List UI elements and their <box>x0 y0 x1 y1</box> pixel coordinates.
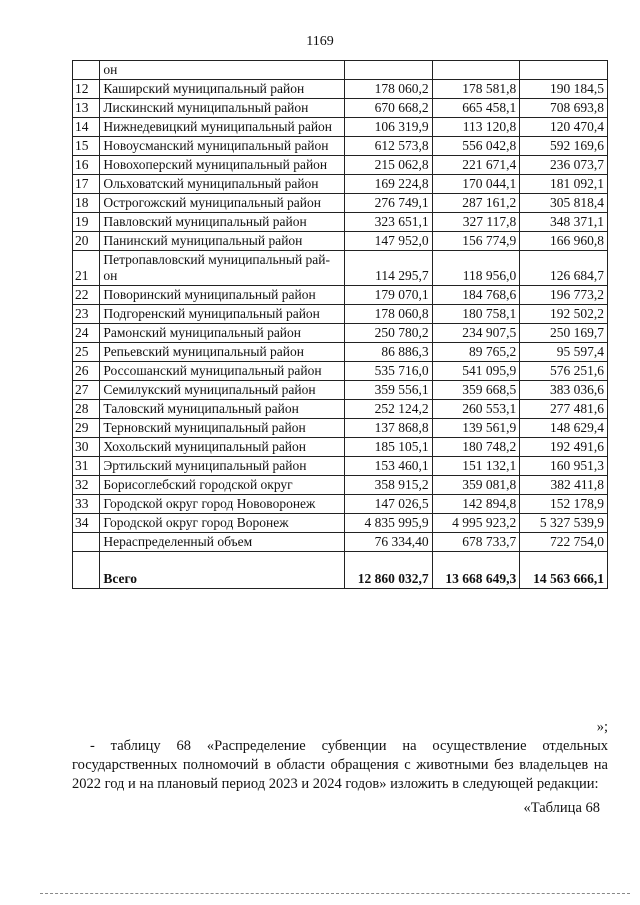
value-2023: 180 758,1 <box>432 305 520 324</box>
district-name: Новоусманский муниципальный район <box>100 137 345 156</box>
next-table-title: «Таблица 68 <box>523 800 600 816</box>
table-row <box>73 232 608 251</box>
value-2024: 95 597,4 <box>520 343 608 362</box>
table-row <box>73 156 608 175</box>
total-row <box>73 552 608 589</box>
value-2023: 184 768,6 <box>432 286 520 305</box>
table-row <box>73 324 608 343</box>
value-2022: 169 224,8 <box>345 175 433 194</box>
row-number: 19 <box>73 213 100 232</box>
district-name: Нижнедевицкий муниципальный район <box>100 118 345 137</box>
value-2024: 382 411,8 <box>520 476 608 495</box>
total-2022: 12 860 032,7 <box>345 552 433 589</box>
value-2024: 592 169,6 <box>520 137 608 156</box>
value-2024: 5 327 539,9 <box>520 514 608 533</box>
value-2022: 358 915,2 <box>345 476 433 495</box>
row-number: 26 <box>73 362 100 381</box>
table-row <box>73 457 608 476</box>
value-2023: 556 042,8 <box>432 137 520 156</box>
value-2024: 190 184,5 <box>520 80 608 99</box>
row-number: 20 <box>73 232 100 251</box>
value-2023: 170 044,1 <box>432 175 520 194</box>
value-2024: 576 251,6 <box>520 362 608 381</box>
value-2022: 323 651,1 <box>345 213 433 232</box>
table-row <box>73 362 608 381</box>
closing-quote: »; <box>596 719 608 735</box>
value-2023: 89 765,2 <box>432 343 520 362</box>
value-2022: 179 070,1 <box>345 286 433 305</box>
table-row <box>73 80 608 99</box>
value-2023: 151 132,1 <box>432 457 520 476</box>
row-number: 13 <box>73 99 100 118</box>
row-number: 25 <box>73 343 100 362</box>
district-name: Ольховатский муниципальный район <box>100 175 345 194</box>
value-2022: 670 668,2 <box>345 99 433 118</box>
district-name: Петропавловский муниципальный рай-он <box>100 251 345 286</box>
total-number <box>73 552 100 589</box>
row-number: 28 <box>73 400 100 419</box>
row-number: 29 <box>73 419 100 438</box>
district-name: он <box>100 61 345 80</box>
value-2022: 185 105,1 <box>345 438 433 457</box>
row-number: 18 <box>73 194 100 213</box>
value-2022: 276 749,1 <box>345 194 433 213</box>
district-name: Новохоперский муниципальный район <box>100 156 345 175</box>
value-2024: 148 629,4 <box>520 419 608 438</box>
value-2024: 166 960,8 <box>520 232 608 251</box>
value-2022: 147 026,5 <box>345 495 433 514</box>
district-name: Россошанский муниципальный район <box>100 362 345 381</box>
table-row <box>73 175 608 194</box>
value-2023: 678 733,7 <box>432 533 520 552</box>
row-number: 27 <box>73 381 100 400</box>
value-2023: 113 120,8 <box>432 118 520 137</box>
value-2024: 192 502,2 <box>520 305 608 324</box>
value-2022: 153 460,1 <box>345 457 433 476</box>
value-2024: 722 754,0 <box>520 533 608 552</box>
row-number: 22 <box>73 286 100 305</box>
value-2023: 359 081,8 <box>432 476 520 495</box>
table-row <box>73 194 608 213</box>
amendment-paragraph: - таблицу 68 «Распределение субвенции на осуществление отдельных государственных полномочий в области обращения с животными без владельцев на 2022 год и на плановый период 2023 и 2024 годов» изложить в следующей редакции: <box>72 738 608 792</box>
row-number: 33 <box>73 495 100 514</box>
row-number: 31 <box>73 457 100 476</box>
value-2022: 114 295,7 <box>345 251 433 286</box>
district-name: Лискинский муниципальный район <box>100 99 345 118</box>
row-number: 21 <box>73 251 100 286</box>
value-2024: 152 178,9 <box>520 495 608 514</box>
table-row <box>73 476 608 495</box>
value-2022: 252 124,2 <box>345 400 433 419</box>
table-row <box>73 137 608 156</box>
district-name: Городской округ город Нововоронеж <box>100 495 345 514</box>
total-2024: 14 563 666,1 <box>520 552 608 589</box>
value-2023: 234 907,5 <box>432 324 520 343</box>
table-row <box>73 305 608 324</box>
subsidy-table <box>72 60 608 589</box>
table-row <box>73 419 608 438</box>
district-name: Таловский муниципальный район <box>100 400 345 419</box>
value-2023: 118 956,0 <box>432 251 520 286</box>
page-number: 1169 <box>306 34 334 49</box>
value-2024: 236 073,7 <box>520 156 608 175</box>
district-name: Нераспределенный объем <box>100 533 345 552</box>
row-number: 34 <box>73 514 100 533</box>
row-number: 30 <box>73 438 100 457</box>
table-row <box>73 118 608 137</box>
value-2022: 535 716,0 <box>345 362 433 381</box>
table-row <box>73 495 608 514</box>
value-2022: 178 060,2 <box>345 80 433 99</box>
value-2022: 147 952,0 <box>345 232 433 251</box>
table-row <box>73 213 608 232</box>
district-name: Павловский муниципальный район <box>100 213 345 232</box>
value-2023: 156 774,9 <box>432 232 520 251</box>
row-number: 32 <box>73 476 100 495</box>
row-number: 23 <box>73 305 100 324</box>
table-row <box>73 514 608 533</box>
row-number <box>73 61 100 80</box>
district-name: Борисоглебский городской округ <box>100 476 345 495</box>
district-name: Подгоренский муниципальный район <box>100 305 345 324</box>
table-row <box>73 286 608 305</box>
row-number: 14 <box>73 118 100 137</box>
total-2023: 13 668 649,3 <box>432 552 520 589</box>
table-row <box>73 251 608 286</box>
value-2024: 196 773,2 <box>520 286 608 305</box>
value-2023: 359 668,5 <box>432 381 520 400</box>
value-2022: 106 319,9 <box>345 118 433 137</box>
value-2024: 250 169,7 <box>520 324 608 343</box>
value-2024: 181 092,1 <box>520 175 608 194</box>
table-body <box>73 61 608 589</box>
value-2024: 192 491,6 <box>520 438 608 457</box>
value-2022: 215 062,8 <box>345 156 433 175</box>
district-name: Хохольский муниципальный район <box>100 438 345 457</box>
table-row <box>73 381 608 400</box>
value-2023: 287 161,2 <box>432 194 520 213</box>
value-2024: 348 371,1 <box>520 213 608 232</box>
row-number: 12 <box>73 80 100 99</box>
value-2023: 221 671,4 <box>432 156 520 175</box>
value-2022: 137 868,8 <box>345 419 433 438</box>
value-2023: 665 458,1 <box>432 99 520 118</box>
district-name: Эртильский муниципальный район <box>100 457 345 476</box>
value-2024 <box>520 61 608 80</box>
district-name: Терновский муниципальный район <box>100 419 345 438</box>
value-2023: 139 561,9 <box>432 419 520 438</box>
value-2022: 612 573,8 <box>345 137 433 156</box>
amendment-text <box>72 718 608 794</box>
district-name: Городской округ город Воронеж <box>100 514 345 533</box>
value-2022: 359 556,1 <box>345 381 433 400</box>
value-2024: 160 951,3 <box>520 457 608 476</box>
row-number <box>73 533 100 552</box>
value-2022: 178 060,8 <box>345 305 433 324</box>
value-2023: 180 748,2 <box>432 438 520 457</box>
table-row <box>73 99 608 118</box>
value-2023: 541 095,9 <box>432 362 520 381</box>
district-name: Каширский муниципальный район <box>100 80 345 99</box>
page-bottom-rule <box>40 893 630 894</box>
value-2024: 120 470,4 <box>520 118 608 137</box>
district-name: Острогожский муниципальный район <box>100 194 345 213</box>
table-row <box>73 438 608 457</box>
row-number: 17 <box>73 175 100 194</box>
value-2022 <box>345 61 433 80</box>
row-number: 16 <box>73 156 100 175</box>
district-name: Панинский муниципальный район <box>100 232 345 251</box>
value-2024: 126 684,7 <box>520 251 608 286</box>
row-number: 15 <box>73 137 100 156</box>
table-row <box>73 343 608 362</box>
district-name: Репьевский муниципальный район <box>100 343 345 362</box>
value-2024: 708 693,8 <box>520 99 608 118</box>
value-2023: 327 117,8 <box>432 213 520 232</box>
value-2022: 250 780,2 <box>345 324 433 343</box>
value-2023: 142 894,8 <box>432 495 520 514</box>
value-2022: 4 835 995,9 <box>345 514 433 533</box>
value-2024: 305 818,4 <box>520 194 608 213</box>
district-name: Рамонский муниципальный район <box>100 324 345 343</box>
value-2023: 260 553,1 <box>432 400 520 419</box>
value-2023: 178 581,8 <box>432 80 520 99</box>
row-number: 24 <box>73 324 100 343</box>
value-2023 <box>432 61 520 80</box>
value-2023: 4 995 923,2 <box>432 514 520 533</box>
district-name: Семилукский муниципальный район <box>100 381 345 400</box>
value-2022: 86 886,3 <box>345 343 433 362</box>
table-row <box>73 400 608 419</box>
value-2024: 383 036,6 <box>520 381 608 400</box>
table-row <box>73 61 608 80</box>
value-2024: 277 481,6 <box>520 400 608 419</box>
district-name: Поворинский муниципальный район <box>100 286 345 305</box>
value-2022: 76 334,40 <box>345 533 433 552</box>
table-row <box>73 533 608 552</box>
total-label: Всего <box>100 552 345 589</box>
